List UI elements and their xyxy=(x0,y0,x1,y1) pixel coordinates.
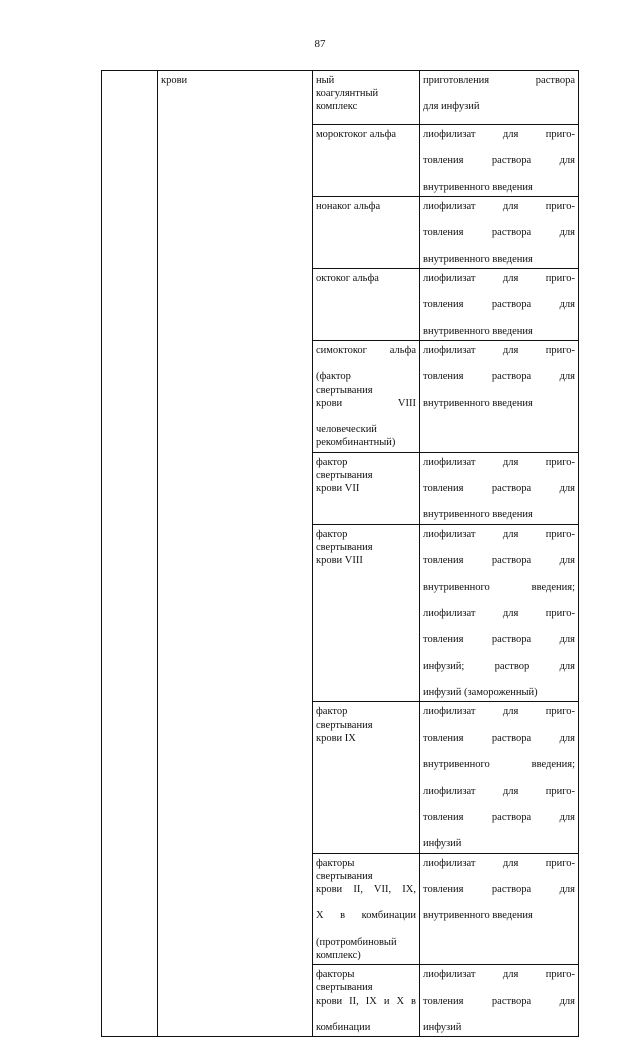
drug-name-cell xyxy=(313,125,420,197)
drug-name-line: крови VII xyxy=(316,483,360,495)
drug-name-line: человеческий xyxy=(316,424,377,436)
dosage-form-line: товления раствора для xyxy=(423,555,575,567)
table-row xyxy=(102,71,579,125)
drug-name-line: крови IX xyxy=(316,732,356,744)
dosage-form-line: внутривенного введения xyxy=(423,397,533,409)
drug-name-cell xyxy=(313,197,420,269)
drug-name-line: нонаког альфа xyxy=(316,201,381,213)
dosage-form-cell xyxy=(420,524,579,702)
dosage-form-line: лиофилизат для приго- xyxy=(423,345,575,357)
dosage-form-cell xyxy=(420,702,579,853)
dosage-form-line: инфузий (замороженный) xyxy=(423,687,538,699)
dosage-form-line: инфузий; раствор для xyxy=(423,660,575,672)
dosage-form-line: лиофилизат для приго- xyxy=(423,706,575,718)
drug-name-line: ный xyxy=(316,75,335,86)
dosage-form-line: лиофилизат для приго- xyxy=(423,607,575,619)
dosage-form-line: внутривенного введения xyxy=(423,253,533,265)
drug-name-cell xyxy=(313,965,420,1037)
drug-name-line: комплекс xyxy=(316,101,358,113)
drug-name-line: мороктоког альфа xyxy=(316,129,397,140)
drug-name-cell xyxy=(313,341,420,453)
drug-name-line: (фактор xyxy=(316,371,351,383)
drug-name-line: свертывания xyxy=(316,469,373,481)
group-label: крови xyxy=(161,75,188,86)
dosage-form-line: товления раствора для xyxy=(423,811,575,823)
dosage-form-line: инфузий xyxy=(423,838,462,850)
dosage-form-line: приготовления раствора xyxy=(423,75,575,86)
drug-name-line: (протромбиновый xyxy=(316,936,397,948)
dosage-form-cell xyxy=(420,452,579,524)
code-cell xyxy=(102,71,158,1037)
drug-name-line: симоктоког альфа xyxy=(316,345,416,357)
dosage-form-cell xyxy=(420,853,579,965)
dosage-form-line: товления раствора для xyxy=(423,883,575,895)
dosage-form-line: товления раствора для xyxy=(423,483,575,495)
drug-name-line: крови II, IX и X в xyxy=(316,995,416,1007)
dosage-form-line: внутривенного введения xyxy=(423,509,533,521)
drug-name-line: октоког альфа xyxy=(316,273,379,285)
dosage-form-line: товления раствора для xyxy=(423,299,575,311)
drug-name-cell xyxy=(313,452,420,524)
drug-name-line: факторы xyxy=(316,857,355,869)
dosage-form-line: товления раствора для xyxy=(423,634,575,646)
dosage-form-line: лиофилизат для приго- xyxy=(423,201,575,213)
dosage-form-line: внутривенного введения; xyxy=(423,759,575,771)
dosage-form-line: товления раствора для xyxy=(423,371,575,383)
drug-name-line: свертывания xyxy=(316,870,373,882)
drug-name-cell xyxy=(313,853,420,965)
drug-name-line: коагулянтный xyxy=(316,88,379,100)
drug-name-cell xyxy=(313,71,420,125)
dosage-form-line: лиофилизат для приго- xyxy=(423,129,575,140)
dosage-form-line: товления раствора для xyxy=(423,732,575,744)
dosage-form-line: товления раствора для xyxy=(423,155,575,167)
drug-name-line: фактор xyxy=(316,706,348,718)
drug-name-line: крови VIII xyxy=(316,555,363,567)
dosage-form-line: лиофилизат для приго- xyxy=(423,528,575,540)
drug-name-line: X в комбинации xyxy=(316,910,416,922)
dosage-form-cell xyxy=(420,71,579,125)
drug-name-cell xyxy=(313,524,420,702)
drug-name-line: рекомбинантный) xyxy=(316,437,396,449)
dosage-form-line: лиофилизат для приго- xyxy=(423,273,575,285)
dosage-form-line: внутривенного введения xyxy=(423,910,533,922)
drug-name-line: фактор xyxy=(316,528,348,540)
dosage-form-cell xyxy=(420,125,579,197)
dosage-form-line: товления раствора для xyxy=(423,227,575,239)
dosage-form-line: лиофилизат для приго- xyxy=(423,857,575,869)
dosage-form-line: товления раствора для xyxy=(423,995,575,1007)
page-number: 87 xyxy=(314,38,326,50)
drug-name-line: свертывания xyxy=(316,719,373,731)
drug-name-line: крови VIII xyxy=(316,397,416,409)
dosage-form-line: лиофилизат для приго- xyxy=(423,456,575,468)
dosage-form-cell xyxy=(420,341,579,453)
drug-name-cell xyxy=(313,269,420,341)
drug-name-line: свертывания xyxy=(316,541,373,553)
drug-name-cell xyxy=(313,702,420,853)
dosage-form-line: внутривенного введения; xyxy=(423,581,575,593)
dosage-form-line: для инфузий xyxy=(423,101,480,113)
dosage-form-line: лиофилизат для приго- xyxy=(423,785,575,797)
dosage-form-line: внутривенного введения xyxy=(423,181,533,193)
dosage-form-cell xyxy=(420,197,579,269)
drug-name-line: фактор xyxy=(316,456,348,468)
dosage-form-line: внутривенного введения xyxy=(423,325,533,337)
dosage-form-cell xyxy=(420,965,579,1037)
dosage-form-line: инфузий xyxy=(423,1022,462,1033)
drug-table xyxy=(101,70,579,1037)
dosage-form-line: лиофилизат для приго- xyxy=(423,969,575,981)
drug-name-line: комплекс) xyxy=(316,949,361,961)
drug-name-line: крови II, VII, IX, xyxy=(316,883,416,895)
drug-name-line: свертывания xyxy=(316,384,373,396)
drug-name-line: свертывания xyxy=(316,982,373,994)
group-cell xyxy=(158,71,313,1037)
drug-name-line: факторы xyxy=(316,969,355,981)
dosage-form-cell xyxy=(420,269,579,341)
drug-name-line: комбинации xyxy=(316,1022,371,1033)
